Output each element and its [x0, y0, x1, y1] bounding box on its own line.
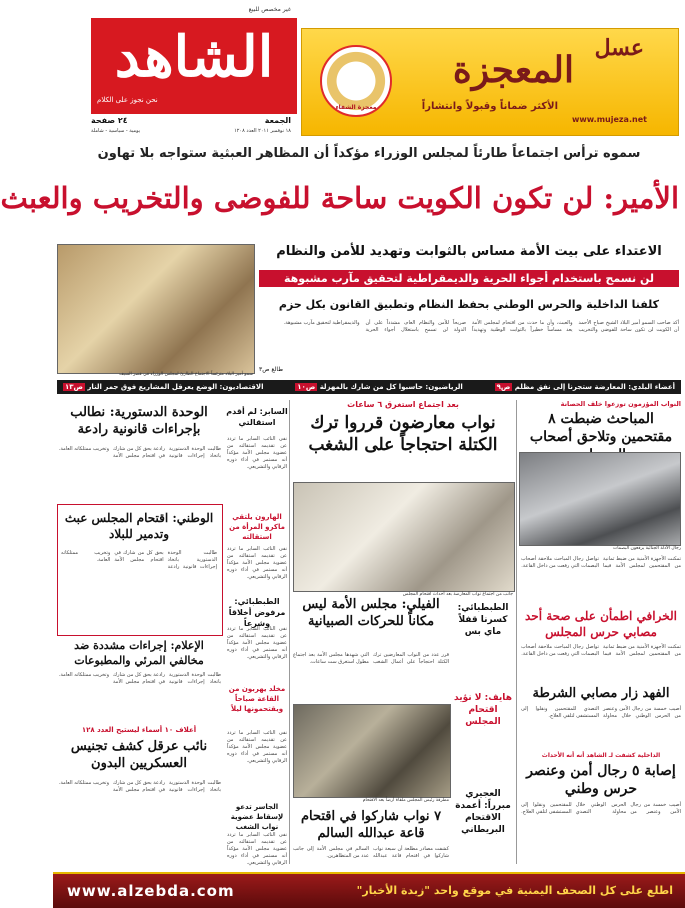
right-photo — [519, 452, 681, 546]
left-column — [57, 400, 221, 864]
right-body4: أصيب خمسة من رجال الأمن وعنصر من الحرس الوطني خلال محاولة التصدي للمقتحمين ونقلوا إلى المستشفى لتلقي العلاج. — [521, 802, 681, 815]
ad-url[interactable]: www.mujeza.net — [572, 115, 647, 124]
masthead-logo: الشاهد — [114, 24, 274, 90]
masthead-slogan: نحن نجوز على الكلام — [97, 96, 158, 104]
mid-h1: السابر: لم أقدم استقالتي — [226, 407, 288, 427]
divider — [516, 400, 517, 864]
center-photo — [293, 482, 515, 592]
tabtabai-headline: الطبطبائي: كسرنا قفلاً ماي بس — [457, 603, 509, 637]
lead-sub3: كلفنا الداخلية والحرس الوطني بحفظ النظام وتطبيق القانون بكل حزم — [278, 298, 660, 311]
footer-bar — [53, 872, 685, 908]
ticker-item[interactable]: الرياضيون: حاسبوا كل من شارك بالمهزلة ص١٠ — [297, 383, 463, 391]
ad-brand-big: المعجزة — [452, 49, 574, 91]
left-body1: طالبت الوحدة الدستورية باتخاذ إجراءات قانونية رادعة بحق كل من شارك في اقتحام مجلس الأمة وتخريب ممتلكاته العامة. — [58, 446, 221, 459]
masthead — [57, 6, 297, 138]
fili-headline: الفيلي: مجلس الأمة ليس مكاناً للحركات الصبيانية — [302, 597, 440, 629]
ad-seal — [320, 45, 392, 117]
right-kicker4: الداخلية كشفت لـ الشاهد أنه أنه الأحداث — [541, 752, 661, 759]
ajmi-headline: العجيري مبرراً: أعمدة الاقتحام البريطاني — [455, 789, 511, 835]
center-bottom-headline: ٧ نواب شاركوا في اقتحام قاعة عبدالله السالم — [300, 809, 442, 841]
mid-body1: نفى النائب السابر ما تردد عن تقديمه استقالته من عضوية مجلس الأمة مؤكداً أنه مستمر في أداء دوره الرقابي والتشريعي. — [227, 436, 287, 470]
lead-sub1: الاعتداء على بيت الأمة مساس بالثوابت وتهديد للأمن والنظام — [276, 244, 662, 259]
right-h3: الفهد زار مصابي الشرطة — [532, 686, 670, 701]
mid-h3: الطبطبائي: مرفوض أخلاقاً وشرعاً — [228, 597, 286, 628]
left-h2: الوطني: اقتحام المجلس عبث وتدمير للبلاد — [64, 511, 214, 541]
right-body3: أصيب خمسة من رجال الأمن وعنصر من الحرس الوطني خلال محاولة التصدي للمقتحمين ونقلوا إلى المستشفى لتلقي العلاج. — [521, 706, 681, 719]
ad-slogan: الأكثر ضماناً وقبولاً وانتشاراً — [421, 101, 558, 112]
left-body3: طالبت الوحدة الدستورية باتخاذ إجراءات قانونية رادعة بحق كل من شارك في اقتحام مجلس الأمة وتخريب ممتلكاته العامة. — [58, 672, 221, 685]
mid-column — [225, 400, 290, 864]
ad-seal-text: معجزة الشفاء — [335, 104, 377, 111]
center-headline: نواب معارضون قرروا ترك الكتلة احتجاجاً على الشغب — [308, 413, 498, 455]
masthead-pages: ٢٤ صفحة — [91, 116, 128, 125]
center-photo2 — [293, 704, 451, 798]
right-h2: الخرافي اطمأن على صحة أحد مصابي حرس المجلس — [525, 609, 677, 639]
ticker-item[interactable]: أعضاء البلدي: المعارضة ستجرنا إلى نفق مظلم ص٩ — [496, 383, 675, 391]
right-column — [521, 400, 681, 864]
lead-sub2: لن نسمح باستخدام أجواء الحرية والديمقراطية لتحقيق مآرب مشبوهة — [259, 270, 679, 287]
center-bottom-body: كشفت مصادر مطلعة أن سبعة نواب شاركوا في اقتحام قاعة عبدالله السالم في مجلس الأمة إلى جانب عدد من المتظاهرين. — [293, 846, 449, 859]
left-h3: الإعلام: إجراءات مشددة ضد مخالفي المرئي والمطبوعات — [74, 639, 204, 667]
fili-body: قرر عدد من النواب المعارضين ترك الكتلة احتجاجاً على أعمال الشغب التي شهدها مجلس الأمة بعد اجتماع مطول استغرق ست ساعات. — [293, 652, 449, 665]
mid-h2: الهارون يلتقي ماكرو المرأة من استقالته — [229, 513, 285, 541]
center-kicker: بعد اجتماع استغرق ٦ ساعات — [347, 400, 459, 409]
masthead-tagline-top: غير مخصص للبيع — [248, 6, 291, 13]
lead-photo — [57, 244, 255, 374]
lead-headline: الأمير: لن تكون الكويت ساحة للفوضى والتخريب والعبث — [0, 181, 679, 215]
mid-h5: الجاسر تدعو لإسقاط عضوية نواب الشغب — [230, 803, 284, 831]
right-body2: تمكنت الأجهزة الأمنية من ضبط ثمانية من المقتحمين لمجلس الأمة فيما تواصل رجال المباحث ملاحقة أصحاب البصمات التي رفعت من داخل القاعة. — [521, 644, 681, 657]
left-h4: نائب عرقل كشف تجنيس العسكريين البدون — [70, 739, 208, 771]
right-body: تمكنت الأجهزة الأمنية من ضبط ثمانية من المقتحمين لمجلس الأمة فيما تواصل رجال المباحث ملاحقة أصحاب البصمات التي رفعت من داخل القاعة. — [521, 556, 681, 569]
masthead-date: ١٨ نوفمبر ٢٠١١ العدد ١٢٠٨ — [234, 128, 291, 134]
ad-banner[interactable] — [301, 28, 679, 136]
lead-continued: طالع ص٣ — [259, 366, 284, 373]
footer-slogan: اطلع على كل الصحف اليمنية في موقع واحد "زبدة الأخبار" — [356, 884, 673, 897]
left-body4: طالبت الوحدة الدستورية باتخاذ إجراءات قانونية رادعة بحق كل من شارك في اقتحام مجلس الأمة وتخريب ممتلكاته العامة. — [58, 780, 221, 793]
mid-body2: نفى النائب السابر ما تردد عن تقديمه استقالته من عضوية مجلس الأمة مؤكداً أنه مستمر في أداء دوره الرقابي والتشريعي. — [227, 546, 287, 580]
ad-brand-small: عسل — [594, 35, 644, 61]
center-photo2-caption: مطرقة رئيس المجلس ملقاة أرضاً بعد الاقتحام — [362, 798, 449, 803]
center-photo-caption: جانب من اجتماع نواب المعارضة بعد أحداث اقتحام المجلس — [402, 592, 513, 597]
mid-body4: نفى النائب السابر ما تردد عن تقديمه استقالته من عضوية مجلس الأمة مؤكداً أنه مستمر في أداء دوره الرقابي والتشريعي. — [227, 730, 287, 764]
left-body2: طالبت الوحدة الدستورية باتخاذ إجراءات قانونية رادعة بحق كل من شارك في اقتحام مجلس الأمة وتخريب ممتلكاته العامة. — [61, 550, 217, 570]
mid-h4: مخلد يهربون من القاعة صباحاً ويقتحمونها ليلاً — [228, 685, 286, 713]
right-kicker: النواب المؤزمون توزعوا خلف الحصانة — [560, 400, 681, 408]
footer-url[interactable]: www.alzebda.com — [67, 882, 235, 900]
lead-body: أكد صاحب السمو أمير البلاد الشيخ صباح الأحمد أن الكويت لن تكون ساحة للفوضى والتخريب والعبث، وأن ما حدث من اقتحام لمجلس الأمة يعد مساساً خطيراً بالثوابت الوطنية وتهديداً صريحاً للأمن والنظام العام، مشدداً على أن الدولة لن تسمح باستغلال أجواء الحرية والديمقراطية لتحقيق مآرب مشبوهة. — [283, 320, 679, 333]
mid-body5: نفى النائب السابر ما تردد عن تقديمه استقالته من عضوية مجلس الأمة مؤكداً أنه مستمر في أداء دوره الرقابي والتشريعي. — [227, 832, 287, 866]
lead-photo-caption: سمو أمير البلاد مترئساً الاجتماع الطارئ لمجلس الوزراء في قصر السيف — [119, 372, 253, 377]
ticker-item[interactable]: الاقتصاديون: الوضع يعرقل المشاريع فوق جمر النار ص١٣ — [65, 383, 264, 391]
right-headline: المباحث ضبطت ٨ مقتحمين وتلاحق أصحاب — [529, 411, 673, 445]
mid-body3: نفى النائب السابر ما تردد عن تقديمه استقالته من عضوية مجلس الأمة مؤكداً أنه مستمر في أداء دوره الرقابي والتشريعي. — [227, 626, 287, 660]
right-h4: إصابة ٥ رجال أمن وعنصر حرس وطني — [526, 763, 676, 797]
hayef-headline: هايف: لا نؤيد اقتحام المجلس — [454, 693, 512, 727]
ticker-bar — [57, 380, 681, 394]
left-h1: الوحدة الدستورية: نطالب بإجراءات قانونية رادعة — [70, 405, 208, 437]
masthead-edition: يومية - سياسية - شاملة — [91, 128, 141, 134]
right-photo-caption: رجال الأدلة الجنائية يرفعون البصمات — [613, 546, 681, 551]
left-kicker4: أعلاف ١٠ أسماء ليستيح العدد ١٢٨ — [81, 726, 197, 734]
lead-kicker: سموه ترأس اجتماعاً طارئاً لمجلس الوزراء مؤكداً أن المظاهر العبثية ستواجه بلا تهاون — [97, 146, 641, 161]
masthead-day: الجمعة — [264, 116, 291, 125]
